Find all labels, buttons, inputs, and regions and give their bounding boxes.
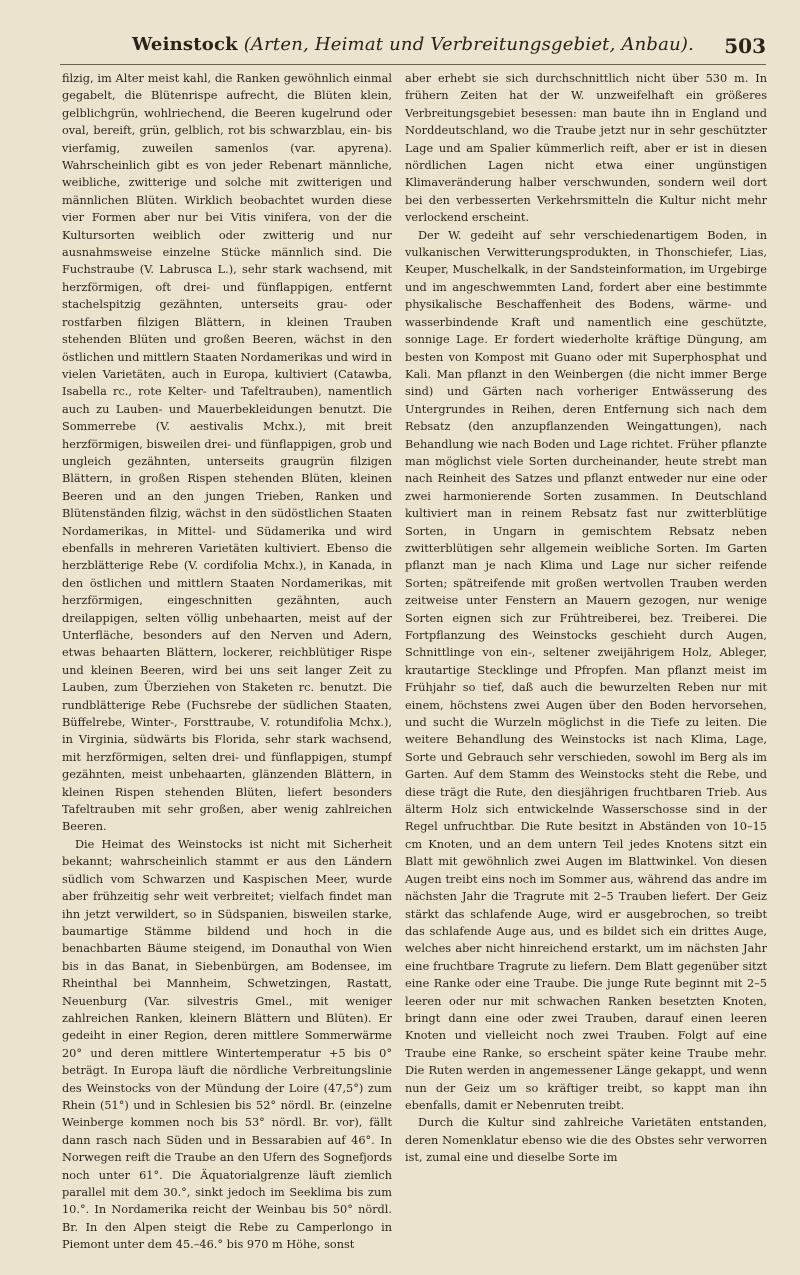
paragraph: filzig, im Alter meist kahl, die Ranken gewöhnlich einmal gegabelt, die Blütenrispe aufrecht, die Blüten klein, gelblichgrün, wohlriechend, die Beeren kugelrund oder oval, bereift, grün, gelblich, rot bis schwarzblau, ein- bis vierfamig, zuweilen samenlos (var. apyrena). Wahrscheinlich gibt es von jeder Rebenart männliche, weibliche, zwitterige und solche mit zwitterigen und männlichen Blüten. Wirklich beobachtet wurden diese vier Formen aber nur bei Vitis vinifera, von der die Kultursorten weiblich oder zwitterig und nur ausnahmsweise einzelne Stücke männlich sind. Die Fuchstraube (V. Labrusca L.), sehr stark wachsend, mit herzförmigen, oft drei- und fünflappigen, entfernt stachelspitzig gezähnten, unterseits grau- oder rostfarben filzigen Blättern, in kleinen Trauben stehenden Blüten und großen Beeren, wächst in den östlichen und mittlern Staaten Nordamerikas und wird in vielen Varietäten, auch in Europa, kultiviert (Catawba, Isabella rc., rote Kelter- und Tafeltrauben), namentlich auch zu Lauben- und Mauerbekleidungen benutzt. Die Sommerrebe (V. aestivalis Mchx.), mit breit herzförmigen, bisweilen drei- und fünflappigen, grob und ungleich gezähnten, unterseits graugrün filzigen Blättern, in großen Rispen stehenden Blüten, kleinen Beeren und an den jungen Trieben, Ranken und Blütenständen filzig, wächst in den südöstlichen Staaten Nordamerikas, in Mittel- und Südamerika und wird ebenfalls in mehreren Varietäten kultiviert. Ebenso die herzblätterige Rebe (V. cordifolia Mchx.), in Kanada, in den östlichen und mittlern Staaten Nordamerikas, mit herzförmigen, eingeschnitten gezähnten, auch dreilappigen, selten völlig unbehaarten, meist auf der Unterfläche, besonders auf den Nerven und Adern, etwas behaarten Blättern, lockerer, reichblütiger Rispe und kleinen Beeren, wird bei uns seit langer Zeit zu Lauben, zum Überziehen von Staketen rc. benutzt. Die rundblätterige Rebe (Fuchsrebe der südlichen Staaten, Büffelrebe, Winter-, Forsttraube, V. rotundifolia Mchx.), in Virginia, südwärts bis Florida, sehr stark wachsend, mit herzförmigen, selten drei- und fünflappigen, stumpf gezähnten, meist unbehaarten, glänzenden Blättern, in kleinen Rispen stehenden Blüten, liefert besonders Tafeltrauben mit sehr großen, aber wenig zahlreichen Beeren. bbox=[62, 72, 392, 834]
right-column bbox=[405, 70, 767, 1255]
left-column bbox=[62, 70, 392, 1255]
paragraph: Die Heimat des Weinstocks ist nicht mit Sicherheit bekannt; wahrscheinlich stammt er aus den Ländern südlich vom Schwarzen und Kaspischen Meer, wurde aber frühzeitig sehr weit verbreitet; vielfach findet man ihn jetzt verwildert, so in Südspanien, bisweilen starke, baumartige Stämme bildend und hoch in die benachbarten Bäume steigend, im Donauthal von Wien bis in das Banat, in Siebenbürgen, am Bodensee, im Rheinthal bei Mannheim, Schwetzingen, Rastatt, Neuenburg (Var. silvestris Gmel., mit weniger zahlreichen Ranken, kleinern Blättern und Blüten). Er gedeiht in einer Region, deren mittlere Sommerwärme 20° und deren mittlere Wintertemperatur +5 bis 0° beträgt. In Europa läuft die nördliche Verbreitungslinie des Weinstocks von der Mündung der Loire (47,5°) zum Rhein (51°) und in Schlesien bis 52° nördl. Br. (einzelne Weinberge kommen noch bis 53° nördl. Br. vor), fällt dann rasch nach Süden und in Bessarabien auf 46°. In Norwegen reift die Traube an den Ufern des Sognefjords noch unter 61°. Die Äquatorialgrenze läuft ziemlich parallel mit dem 30.°, sinkt jedoch im Seeklima bis zum 10.°. In Nordamerika reicht der Weinbau bis 50° nördl. Br. In den Alpen steigt die Rebe zu Camperlongo in Piemont unter dem 45.–46.° bis 970 m Höhe, sonst bbox=[62, 837, 392, 1252]
page-number: 503 bbox=[724, 34, 766, 58]
running-title-main: Weinstock bbox=[131, 34, 238, 55]
running-title-sub: (Arten, Heimat und Verbreitungsgebiet, Anbau). bbox=[243, 34, 695, 55]
running-title bbox=[60, 34, 766, 55]
paragraph: Durch die Kultur sind zahlreiche Varietäten entstanden, deren Nomenklatur ebenso wie die des Obstes sehr verworren ist, zumal eine und dieselbe Sorte im bbox=[405, 1116, 767, 1165]
page-header bbox=[60, 34, 766, 62]
header-rule bbox=[60, 64, 766, 65]
paragraph: aber erhebt sie sich durchschnittlich nicht über 530 m. In frühern Zeiten hat der W. unzweifelhaft ein größeres Verbreitungsgebiet besessen: man baute ihn in England und Norddeutschland, wo die Traube jetzt nur in sehr geschützter Lage und am Spalier kümmerlich reift, aber er ist in diesen nördlichen Lagen nicht etwa einer ungünstigen Klimaveränderung halber verschwunden, sondern weil dort bei den verbesserten Verkehrsmitteln die Kultur nicht mehr verlockend erscheint. bbox=[405, 72, 767, 225]
paragraph: Der W. gedeiht auf sehr verschiedenartigem Boden, in vulkanischen Verwitterungsprodukten, in Thonschiefer, Lias, Keuper, Muschelkalk, in der Sandsteinformation, im Urgebirge und im angeschwemmten Land, fordert aber eine bestimmte physikalische Beschaffenheit des Bodens, wärme- und wasserbindende Kraft und namentlich eine geschützte, sonnige Lage. Er fordert wiederholte kräftige Düngung, am besten von Kompost mit Guano oder mit Superphosphat und Kali. Man pflanzt in den Weinbergen (die nicht immer Berge sind) und Gärten nach vorheriger Entwässerung des Untergrundes in Reihen, deren Entfernung sich nach dem Rebsatz (den anzupflanzenden Weingattungen), nach Behandlung wie nach Boden und Lage richtet. Früher pflanzte man möglichst viele Sorten durcheinander, heute strebt man nach Reinheit des Satzes und pflanzt entweder nur eine oder zwei harmonierende Sorten zusammen. In Deutschland kultiviert man in reinem Rebsatz fast nur zwitterblütige Sorten, in Ungarn in gemischtem Rebsatz neben zwitterblütigen sehr allgemein weibliche Sorten. Im Garten pflanzt man je nach Klima und Lage nur sicher reifende Sorten; spätreifende mit großen wertvollen Trauben werden zeitweise unter Fenstern an Mauern gezogen, nur wenige Sorten eignen sich zur Frühtreiberei, bez. Treiberei. Die Fortpflanzung des Weinstocks geschieht durch Augen, Schnittlinge von ein-, seltener zweijährigem Holz, Ableger, krautartige Stecklinge und Pfropfen. Man pflanzt meist im Frühjahr so tief, daß auch die bewurzelten Reben nur mit einem, höchstens zwei Augen über den Boden hervorsehen, und sucht die Wurzeln möglichst in die Tiefe zu leiten. Die weitere Behandlung des Weinstocks ist nach Klima, Lage, Sorte und Gebrauch sehr verschieden, sowohl im Berg als im Garten. Auf dem Stamm des Weinstocks steht die Rebe, und diese trägt die Rute, den diesjährigen fruchtbaren Trieb. Aus älterm Holz sich entwickelnde Wasserschosse sind in der Regel unfruchtbar. Die Rute besitzt in Abständen von 10–15 cm Knoten, und an dem untern Teil jedes Knotens sitzt ein Blatt mit gewöhnlich zwei Augen im Blattwinkel. Von diesen Augen treibt eins noch im Sommer aus, während das andre im nächsten Jahr die Tragrute mit 2–5 Trauben liefert. Der Geiz stärkt das schlafende Auge, wird er ausgebrochen, so treibt das schlafende Auge aus, und es bildet sich ein drittes Auge, welches aber nicht hinreichend erstarkt, um im nächsten Jahr eine fruchtbare Tragrute zu liefern. Dem Blatt gegenüber sitzt eine Ranke oder eine Traube. Die junge Rute beginnt mit 2–5 leeren oder nur mit schwachen Ranken besetzten Knoten, bringt dann eine oder zwei Trauben, darauf einen leeren Knoten und vielleicht noch zwei Trauben. Folgt auf eine Traube eine Ranke, so erscheint später keine Traube mehr. Die Ruten werden in angemessener Länge gekappt, und wenn nun der Geiz um so kräftiger treibt, so kappt man ihn ebenfalls, damit er Nebenruten treibt. bbox=[405, 228, 767, 1112]
